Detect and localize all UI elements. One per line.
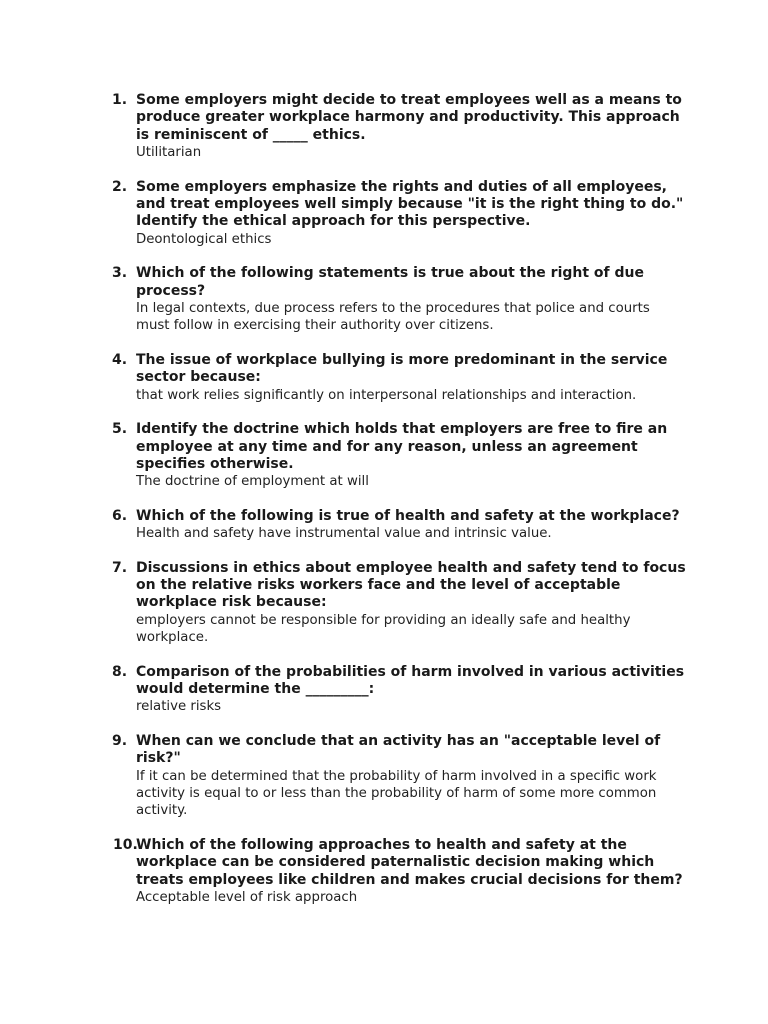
question-item-7 bbox=[0, 560, 768, 647]
question-text: Which of the following is true of health and safety at the workplace? bbox=[136, 507, 680, 524]
question-number: 5. bbox=[112, 421, 128, 438]
answer-text: relative risks bbox=[136, 699, 222, 715]
answer-text: Health and safety have instrumental value and intrinsic value. bbox=[136, 526, 552, 542]
question-item-6 bbox=[0, 508, 768, 543]
question-number: 1. bbox=[112, 92, 128, 108]
question-item-8 bbox=[0, 664, 768, 716]
question-item-1 bbox=[0, 92, 768, 162]
question-text: Comparison of the probabilities of harm involved in various activities would determine the _________: bbox=[136, 663, 685, 697]
question-number: 8. bbox=[112, 663, 128, 680]
question-number: 4. bbox=[112, 351, 128, 368]
answer-text: If it can be determined that the probability of harm involved in a specific work activity is equal to or less than the probability of harm of some more common activity. bbox=[136, 768, 657, 819]
question-item-5 bbox=[0, 421, 768, 491]
question-number: 10. bbox=[113, 836, 138, 853]
question-text: The issue of workplace bullying is more predominant in the service sector because: bbox=[136, 351, 668, 386]
question-text: Discussions in ethics about employee health and safety tend to focus on the relative risks workers face and the level of acceptable workplace risk because: bbox=[136, 559, 686, 611]
question-number: 7. bbox=[112, 559, 128, 576]
question-number: 2. bbox=[112, 178, 128, 195]
answer-text: The doctrine of employment at will bbox=[136, 474, 369, 490]
answer-text: In legal contexts, due process refers to the procedures that police and courts must follow in exercising their authority over citizens. bbox=[136, 301, 650, 334]
question-number: 3. bbox=[112, 265, 128, 282]
answer-text: Acceptable level of risk approach bbox=[136, 890, 358, 906]
answer-text: Deontological ethics bbox=[136, 231, 272, 247]
question-item-10 bbox=[0, 837, 768, 907]
question-text: Identify the doctrine which holds that employers are free to fire an employee at any time and for any reason, unless an agreement specifies otherwise. bbox=[136, 421, 668, 472]
question-list bbox=[0, 92, 768, 923]
question-item-3 bbox=[0, 265, 768, 335]
question-text: Which of the following statements is true about the right of due process? bbox=[136, 265, 644, 299]
question-number: 6. bbox=[112, 507, 128, 524]
answer-text: Utilitarian bbox=[136, 145, 202, 161]
question-text: Which of the following approaches to health and safety at the workplace can be considered paternalistic decision making which treats employees like children and makes crucial decisions for them? bbox=[136, 836, 683, 888]
question-item-4 bbox=[0, 352, 768, 404]
question-text: Some employers might decide to treat employees well as a means to produce greater workplace harmony and productivity. This approach is reminiscent of _____ ethics. bbox=[136, 92, 682, 143]
question-item-9 bbox=[0, 733, 768, 820]
answer-text: employers cannot be responsible for providing an ideally safe and healthy workplace. bbox=[136, 612, 631, 646]
question-item-2 bbox=[0, 179, 768, 249]
question-text: Some employers emphasize the rights and duties of all employees, and treat employees well simply because "it is the right thing to do." Identify the ethical approach for this perspective. bbox=[136, 178, 684, 230]
question-number: 9. bbox=[112, 732, 128, 749]
answer-text: that work relies significantly on interpersonal relationships and interaction. bbox=[136, 387, 637, 403]
question-text: When can we conclude that an activity has an "acceptable level of risk?" bbox=[136, 732, 661, 767]
